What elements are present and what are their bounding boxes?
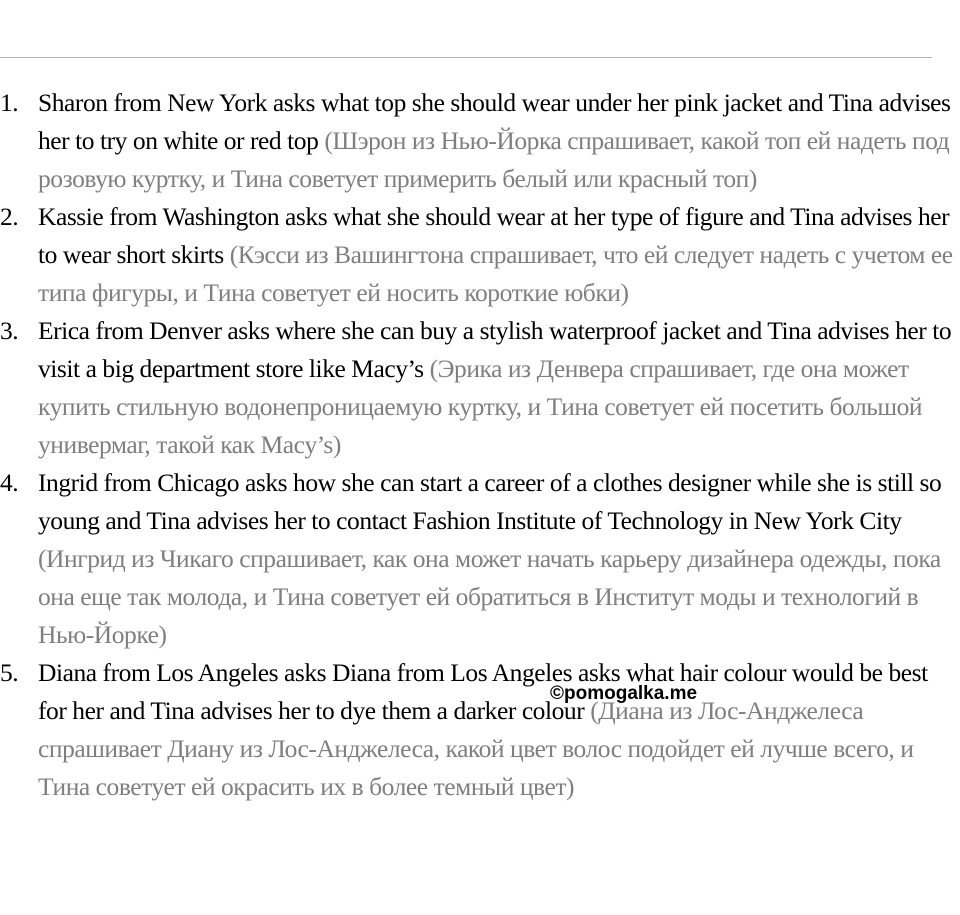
list-item-4 (0, 464, 960, 654)
list-item-5 (0, 654, 960, 806)
russian-translation: (Диана из Лос-Анджелеса спрашивает Диану из Лос-Анджелеса, какой цвет волос подойдет ей лучше всего, и Тина советует ей окрасить их в более темный цвет) (38, 696, 914, 801)
answer-list (0, 84, 960, 806)
item-number: 2. (0, 202, 19, 231)
english-text: Ingrid from Chicago asks how she can start a career of a clothes designer while she is still so young and Tina advises her to contact Fashion Institute of Technology in New York City (38, 468, 942, 535)
english-text: Kassie from Washington asks what she should wear at her type of figure and Tina advises her to wear short skirts (38, 202, 950, 269)
item-number: 5. (0, 658, 19, 687)
english-text: Sharon from New York asks what top she should wear under her pink jacket and Tina advises her to try on white or red top (38, 88, 951, 155)
list-item-2 (0, 198, 960, 312)
english-text: Erica from Denver asks where she can buy a stylish waterproof jacket and Tina advises her to visit a big department store like Macy’s (38, 316, 952, 383)
top-divider (0, 57, 932, 58)
list-item-3 (0, 312, 960, 464)
watermark-text: ©pomogalka.me (550, 683, 698, 704)
item-number: 3. (0, 316, 19, 345)
russian-translation: (Шэрон из Нью-Йорка спрашивает, какой топ ей надеть под розовую куртку, и Тина советует примерить белый или красный топ) (38, 126, 950, 193)
english-text: Diana from Los Angeles asks Diana from Los Angeles asks what hair colour would be best for her and Tina advises her to dye them a darker colour (38, 658, 928, 725)
russian-translation: (Эрика из Денвера спрашивает, где она может купить стильную водонепроницаемую куртку, и Тина советует ей посетить большой универмаг, такой как Macy’s) (38, 354, 923, 459)
item-number: 1. (0, 88, 19, 117)
list-item-1 (0, 84, 960, 198)
russian-translation: (Кэсси из Вашингтона спрашивает, что ей следует надеть с учетом ее типа фигуры, и Тина советует ей носить короткие юбки) (38, 240, 953, 307)
russian-translation: (Ингрид из Чикаго спрашивает, как она может начать карьеру дизайнера одежды, пока она еще так молода, и Тина советует ей обратиться в Институт моды и технологий в Нью-Йорке) (38, 544, 941, 649)
item-number: 4. (0, 468, 19, 497)
